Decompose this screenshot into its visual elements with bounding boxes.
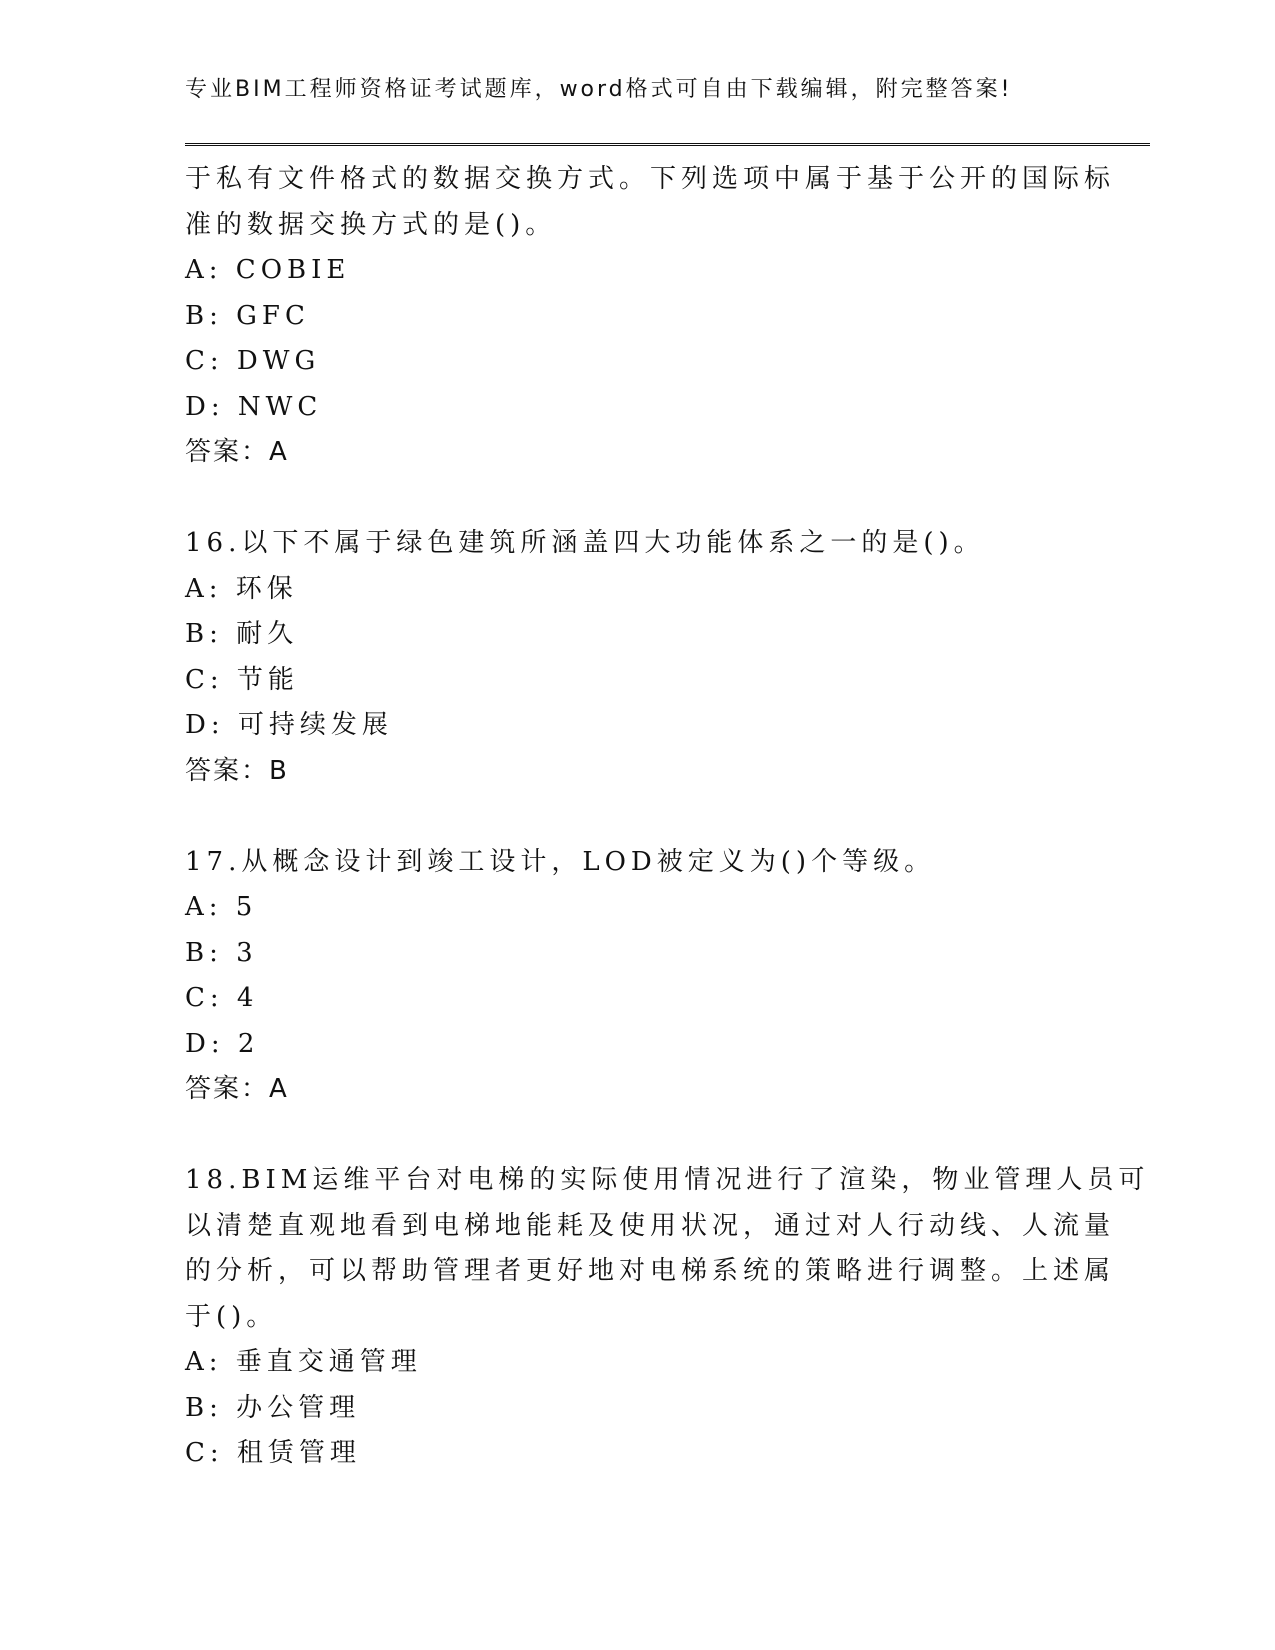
option-b: B: 办公管理 xyxy=(185,1392,361,1423)
option-d: D: NWC xyxy=(185,391,323,422)
question-15-continued xyxy=(185,157,1116,476)
option-c: C: 4 xyxy=(185,983,259,1013)
option-a: A: 环保 xyxy=(185,573,298,604)
question-17 xyxy=(185,840,1105,1113)
question-stem-line: 18.BIM运维平台对电梯的实际使用情况进行了渲染，物业管理人员可 xyxy=(185,1165,1150,1195)
question-stem-line: 于()。 xyxy=(185,1301,278,1332)
option-d: D: 可持续发展 xyxy=(185,710,393,740)
question-16 xyxy=(185,521,1105,794)
answer-line: 答案：A xyxy=(185,437,289,467)
question-stem-line: 16.以下不属于绿色建筑所涵盖四大功能体系之一的是()。 xyxy=(185,528,985,558)
option-b: B: 3 xyxy=(185,937,258,968)
option-a: A: 垂直交通管理 xyxy=(185,1347,422,1377)
question-stem-line: 17.从概念设计到竣工设计，LOD被定义为()个等级。 xyxy=(185,846,936,877)
question-stem-line: 准的数据交换方式的是()。 xyxy=(185,209,557,240)
option-c: C: DWG xyxy=(185,346,321,376)
spacer xyxy=(185,1113,1105,1159)
option-a: A: 5 xyxy=(185,892,258,922)
question-stem-line: 的分析，可以帮助管理者更好地对电梯系统的策略进行调整。上述属 xyxy=(185,1256,1116,1286)
question-18 xyxy=(185,1158,1150,1477)
question-stem-line: 以清楚直观地看到电梯地能耗及使用状况，通过对人行动线、人流量 xyxy=(185,1210,1116,1241)
header-divider xyxy=(185,143,1150,149)
question-stem-line: 于私有文件格式的数据交换方式。下列选项中属于基于公开的国际标 xyxy=(185,164,1116,194)
answer-line: 答案：B xyxy=(185,755,289,786)
option-c: C: 租赁管理 xyxy=(185,1438,361,1468)
answer-line: 答案：A xyxy=(185,1074,289,1104)
option-b: B: 耐久 xyxy=(185,619,299,649)
spacer xyxy=(185,794,1105,840)
page-header: 专业BIM工程师资格证考试题库，word格式可自由下载编辑，附完整答案! xyxy=(185,77,1013,102)
spacer xyxy=(185,476,1105,522)
option-b: B: GFC xyxy=(185,300,310,331)
document-body xyxy=(185,157,1150,1477)
option-d: D: 2 xyxy=(185,1028,260,1059)
option-a: A: COBIE xyxy=(185,255,351,285)
option-c: C: 节能 xyxy=(185,664,299,695)
